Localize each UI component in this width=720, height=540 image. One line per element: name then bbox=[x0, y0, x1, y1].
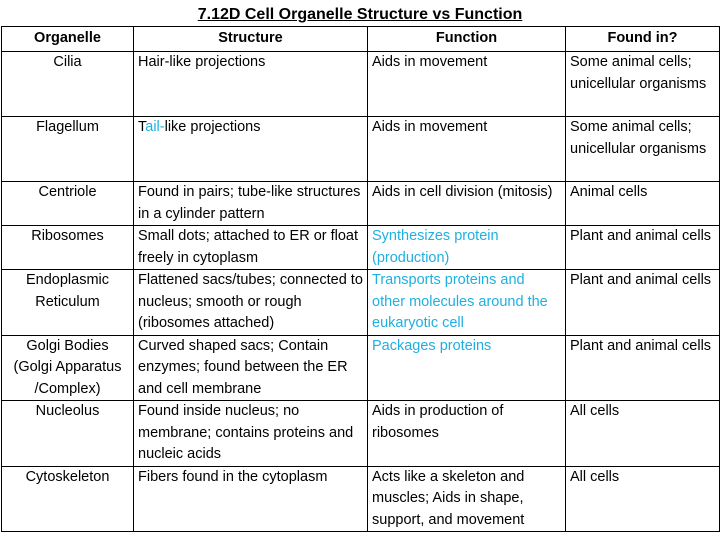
header-organelle: Organelle bbox=[2, 27, 134, 52]
table-row-cilia bbox=[2, 52, 720, 117]
cell-structure: Small dots; attached to ER or float freely in cytoplasm bbox=[134, 226, 368, 270]
table-header-row bbox=[2, 27, 720, 52]
cell-function: Synthesizes protein (production) bbox=[368, 226, 566, 270]
structure-text-end: like projections bbox=[164, 119, 261, 135]
cell-organelle: Golgi Bodies (Golgi Apparatus /Complex) bbox=[2, 335, 134, 401]
cell-structure: Found inside nucleus; no membrane; contains proteins and nucleic acids bbox=[134, 401, 368, 467]
structure-text-start: T bbox=[138, 119, 146, 135]
cell-found-in: Some animal cells; unicellular organisms bbox=[566, 52, 720, 117]
table-row-flagellum bbox=[2, 117, 720, 182]
table-row-endoplasmic-reticulum bbox=[2, 270, 720, 336]
cell-structure: Found in pairs; tube-like structures in a cylinder pattern bbox=[134, 182, 368, 226]
cell-organelle: Nucleolus bbox=[2, 401, 134, 467]
cell-organelle: Ribosomes bbox=[2, 226, 134, 270]
cell-structure bbox=[134, 117, 368, 182]
cell-structure: Flattened sacs/tubes; connected to nucleus; smooth or rough (ribosomes attached) bbox=[134, 270, 368, 336]
cell-function: Acts like a skeleton and muscles; Aids in shape, support, and movement bbox=[368, 466, 566, 532]
cell-organelle: Centriole bbox=[2, 182, 134, 226]
cell-organelle: Flagellum bbox=[2, 117, 134, 182]
cell-found-in: Plant and animal cells bbox=[566, 226, 720, 270]
cell-structure: Fibers found in the cytoplasm bbox=[134, 466, 368, 532]
cell-function: Aids in cell division (mitosis) bbox=[368, 182, 566, 226]
table-row-nucleolus bbox=[2, 401, 720, 467]
table-row-golgi-bodies bbox=[2, 335, 720, 401]
cell-function: Aids in production of ribosomes bbox=[368, 401, 566, 467]
cell-function: Transports proteins and other molecules around the eukaryotic cell bbox=[368, 270, 566, 336]
cell-function: Aids in movement bbox=[368, 52, 566, 117]
cell-organelle: Cytoskeleton bbox=[2, 466, 134, 532]
table-row-cytoskeleton bbox=[2, 466, 720, 532]
table-row-centriole bbox=[2, 182, 720, 226]
cell-structure: Hair-like projections bbox=[134, 52, 368, 117]
cell-organelle: Endoplasmic Reticulum bbox=[2, 270, 134, 336]
cell-structure: Curved shaped sacs; Contain enzymes; found between the ER and cell membrane bbox=[134, 335, 368, 401]
cell-organelle: Cilia bbox=[2, 52, 134, 117]
cell-found-in: All cells bbox=[566, 466, 720, 532]
header-found-in: Found in? bbox=[566, 27, 720, 52]
header-structure: Structure bbox=[134, 27, 368, 52]
cell-found-in: Some animal cells; unicellular organisms bbox=[566, 117, 720, 182]
page-title: 7.12D Cell Organelle Structure vs Function bbox=[197, 6, 523, 23]
structure-text-highlight: ail- bbox=[145, 119, 165, 135]
cell-found-in: Animal cells bbox=[566, 182, 720, 226]
header-function: Function bbox=[368, 27, 566, 52]
organelle-table bbox=[1, 26, 720, 532]
cell-function: Packages proteins bbox=[368, 335, 566, 401]
cell-function: Aids in movement bbox=[368, 117, 566, 182]
table-row-ribosomes bbox=[2, 226, 720, 270]
cell-found-in: Plant and animal cells bbox=[566, 335, 720, 401]
cell-found-in: Plant and animal cells bbox=[566, 270, 720, 336]
cell-found-in: All cells bbox=[566, 401, 720, 467]
